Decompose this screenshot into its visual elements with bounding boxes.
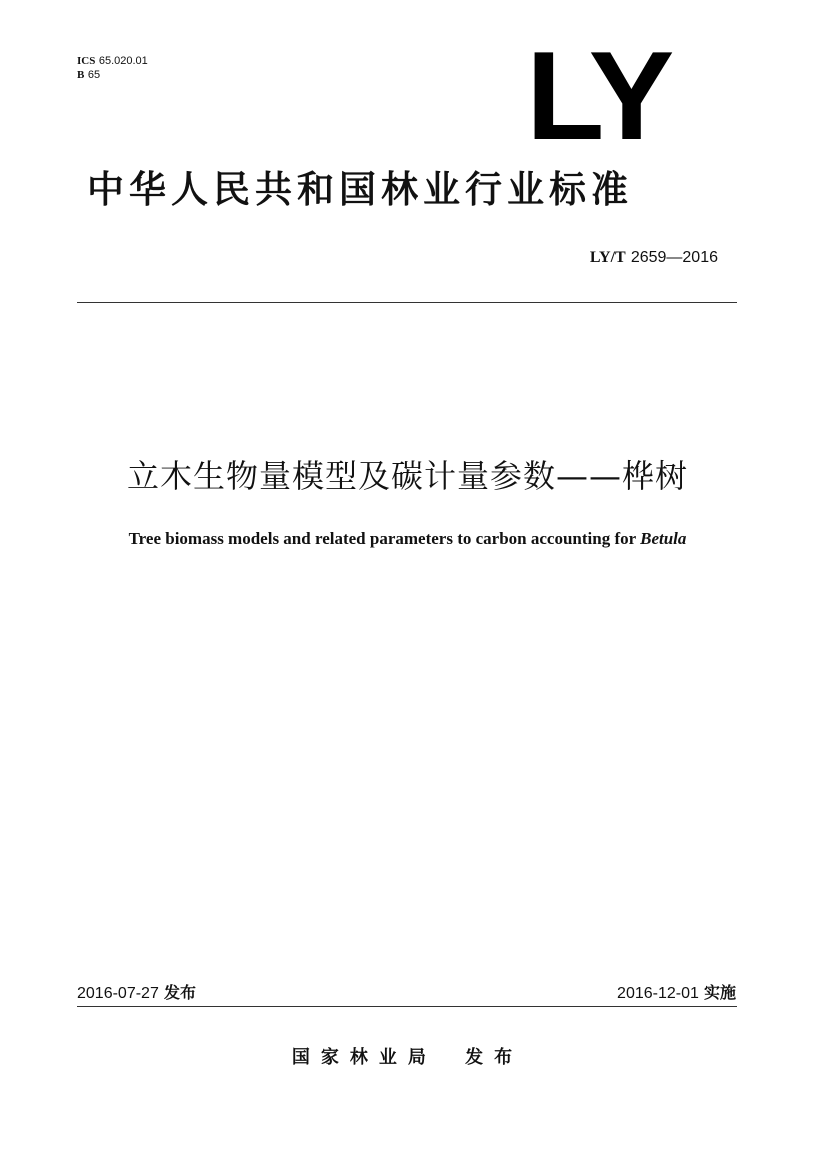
ly-standard-logo: LY <box>526 25 671 166</box>
document-title-english <box>0 528 815 550</box>
standard-category-title: 中华人民共和国林业行业标准 <box>87 168 633 211</box>
effective-date-word: 实施 <box>703 983 736 1002</box>
ics-code-line <box>77 54 148 68</box>
header-divider <box>77 302 737 303</box>
effective-date <box>617 982 736 1005</box>
standard-number-value: 2659—2016 <box>630 249 718 266</box>
issuer-action: 发布 <box>465 1047 524 1068</box>
ccs-code: 65 <box>87 69 101 81</box>
english-title-genus: Betula <box>640 529 687 548</box>
ics-label: ICS <box>77 55 96 67</box>
issuing-authority <box>0 1046 815 1070</box>
ccs-label: B <box>77 69 85 81</box>
english-title-text: Tree biomass models and related parameters to carbon accounting for <box>128 529 636 548</box>
publish-date-value: 2016-07-27 <box>77 985 159 1002</box>
ics-code: 65.020.01 <box>98 55 148 67</box>
effective-date-value: 2016-12-01 <box>617 985 699 1002</box>
standard-number <box>590 247 718 268</box>
standard-number-prefix: LY/T <box>589 249 626 266</box>
classification-codes <box>77 54 148 82</box>
issuer-organization: 国家林业局 <box>291 1047 437 1068</box>
publish-date <box>77 982 196 1005</box>
document-title-chinese: 立木生物量模型及碳计量参数——桦树 <box>126 457 688 495</box>
publish-date-word: 发布 <box>163 983 196 1002</box>
ccs-code-line <box>77 68 148 82</box>
footer-divider <box>77 1006 737 1007</box>
